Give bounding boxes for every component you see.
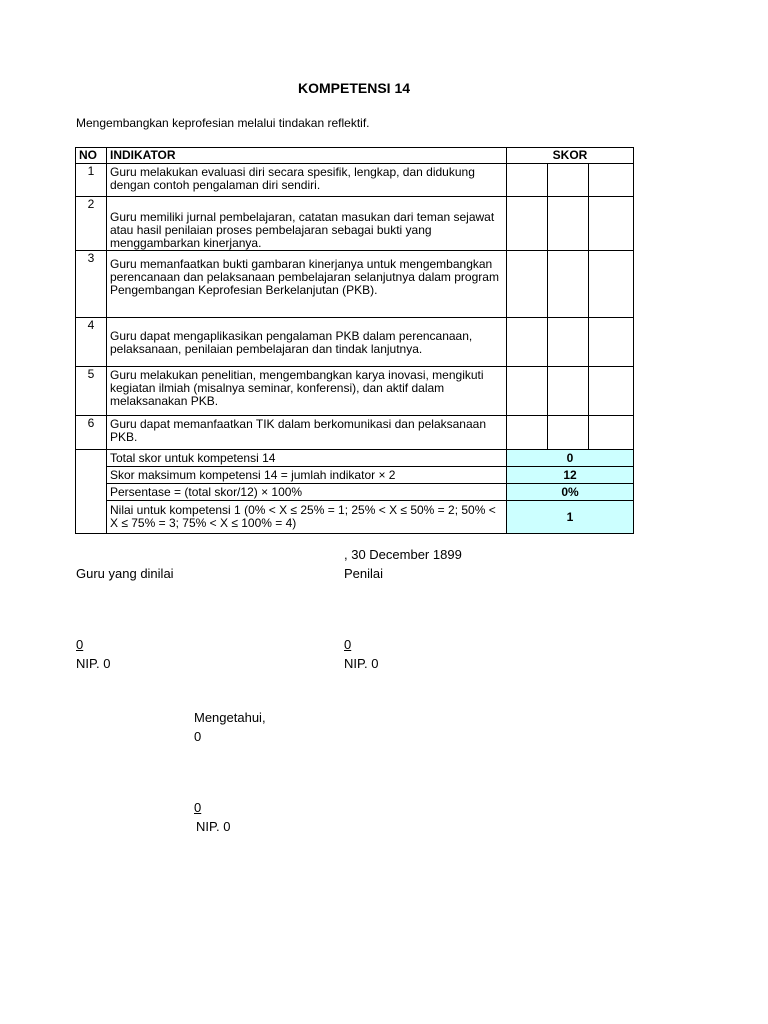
header-no: NO [76,148,107,164]
indicator-text: Guru dapat mengaplikasikan pengalaman PKB dalam perencanaan, pelaksanaan, penilaian pembelajaran dan tindak lanjutnya. [107,318,507,367]
score-cell[interactable] [548,197,589,251]
mengetahui-nip: NIP. 0 [196,819,231,834]
score-cell[interactable] [548,367,589,416]
score-cell[interactable] [507,197,548,251]
score-cell[interactable] [589,251,634,318]
penilai-name: 0 [344,637,352,652]
score-cell[interactable] [589,318,634,367]
summary-label: Skor maksimum kompetensi 14 = jumlah indikator × 2 [107,467,507,484]
row-number: 5 [76,367,107,416]
mengetahui-title: 0 [194,729,202,744]
score-cell[interactable] [507,318,548,367]
score-cell[interactable] [589,197,634,251]
competency-table [75,147,634,534]
indicator-text: Guru melakukan penelitian, mengembangkan karya inovasi, mengikuti kegiatan ilmiah (misalnya seminar, konferensi), dan aktif dalam melaksanakan PKB. [107,367,507,416]
row-number: 6 [76,416,107,450]
summary-row [76,450,634,467]
mengetahui-label: Mengetahui, [194,710,266,725]
score-cell[interactable] [548,416,589,450]
indicator-text: Guru melakukan evaluasi diri secara spesifik, lengkap, dan didukung dengan contoh pengalaman diri sendiri. [107,164,507,197]
table-row [76,251,634,318]
score-cell[interactable] [507,251,548,318]
score-cell[interactable] [548,251,589,318]
row-number: 1 [76,164,107,197]
guru-nip: NIP. 0 [76,656,111,671]
blank-cell [76,484,107,501]
penilai-nip: NIP. 0 [344,656,379,671]
total-score-value: 0 [507,450,634,467]
mengetahui-name: 0 [194,800,202,815]
summary-row [76,467,634,484]
penilai-label: Penilai [344,566,384,581]
blank-cell [76,450,107,467]
indicator-text: Guru memiliki jurnal pembelajaran, catatan masukan dari teman sejawat atau hasil penilaian proses pembelajaran sebagai bukti yang menggambarkan kinerjanya. [107,197,507,251]
summary-label: Persentase = (total skor/12) × 100% [107,484,507,501]
row-number: 2 [76,197,107,251]
score-cell[interactable] [548,318,589,367]
table-row [76,367,634,416]
header-skor: SKOR [507,148,634,164]
blank-cell [76,501,107,534]
indicator-text: Guru dapat memanfaatkan TIK dalam berkomunikasi dan pelaksanaan PKB. [107,416,507,450]
max-score-value: 12 [507,467,634,484]
row-number: 4 [76,318,107,367]
percentage-value: 0% [507,484,634,501]
header-indikator: INDIKATOR [107,148,507,164]
summary-label: Nilai untuk kompetensi 1 (0% < X ≤ 25% = 1; 25% < X ≤ 50% = 2; 50% < X ≤ 75% = 3; 75% < X ≤ 100% = 4) [107,501,507,534]
table-row [76,318,634,367]
indicator-text: Guru memanfaatkan bukti gambaran kinerjanya untuk mengembangkan perencanaan dan pelaksanaan pembelajaran selanjutnya dalam program Pengembangan Keprofesian Berkelanjutan (PKB). [107,251,507,318]
score-cell[interactable] [507,164,548,197]
signature-date: , 30 December 1899 [344,547,462,562]
table-header-row [76,148,634,164]
score-cell[interactable] [589,164,634,197]
score-cell[interactable] [507,416,548,450]
blank-cell [76,467,107,484]
summary-row [76,484,634,501]
guru-name: 0 [76,637,84,652]
final-grade-value: 1 [507,501,634,534]
score-cell[interactable] [589,416,634,450]
summary-label: Total skor untuk kompetensi 14 [107,450,507,467]
table-row [76,197,634,251]
guru-label: Guru yang dinilai [76,566,174,581]
score-cell[interactable] [507,367,548,416]
table-row [76,416,634,450]
table-row [76,164,634,197]
summary-row [76,501,634,534]
document-title: KOMPETENSI 14 [297,80,411,96]
document-subtitle: Mengembangkan keprofesian melalui tindakan reflektif. [76,116,370,130]
row-number: 3 [76,251,107,318]
score-cell[interactable] [548,164,589,197]
score-cell[interactable] [589,367,634,416]
